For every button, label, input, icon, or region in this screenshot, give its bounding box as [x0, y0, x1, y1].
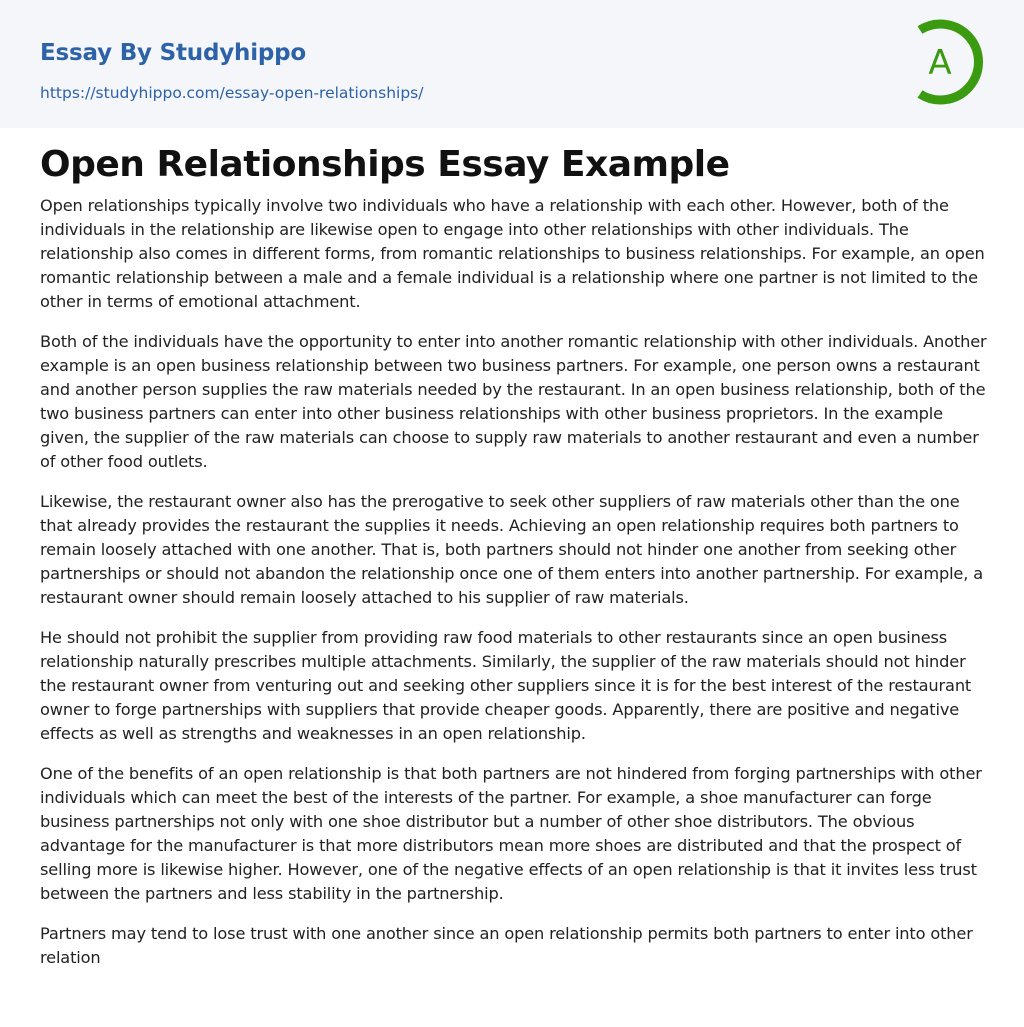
studyhippo-logo-icon	[908, 18, 988, 106]
paragraph: Both of the individuals have the opportunity to enter into another romantic relationship with other individuals. Another example is an open business relationship between two business partners. For example, one person owns a restaurant and another person supplies the raw materials needed by the restaurant. In an open business relationship, both of the two business partners can enter into other business relationships with other business proprietors. In the example given, the supplier of the raw materials can choose to supply raw materials to another restaurant and even a number of other food outlets.	[40, 332, 987, 471]
paragraph: Open relationships typically involve two individuals who have a relationship with each other. However, both of the individuals in the relationship are likewise open to engage into other relationships with other individuals. The relationship also comes in different forms, from romantic relationships to business relationships. For example, an open romantic relationship between a male and a female individual is a relationship where one partner is not limited to the other in terms of emotional attachment.	[40, 196, 985, 311]
paragraph: Likewise, the restaurant owner also has the prerogative to seek other suppliers of raw materials other than the one that already provides the restaurant the supplies it needs. Achieving an open relationship requires both partners to remain loosely attached with one another. That is, both partners should not hinder one another from seeking other partnerships or should not abandon the relationship once one of them enters into another partnership. For example, a restaurant owner should remain loosely attached to his supplier of raw materials.	[40, 492, 983, 607]
paragraph: He should not prohibit the supplier from providing raw food materials to other restaurants since an open business relationship naturally prescribes multiple attachments. Similarly, the supplier of the raw materials should not hinder the restaurant owner from venturing out and seeking other suppliers since it is for the best interest of the restaurant owner to forge partnerships with suppliers that provide cheaper goods. Apparently, there are positive and negative effects as well as strengths and weaknesses in an open relationship.	[40, 628, 972, 743]
source-url-link[interactable]: https://studyhippo.com/essay-open-relationships/	[40, 84, 424, 102]
essay-body	[40, 194, 988, 986]
logo-letter: A	[928, 43, 952, 83]
paragraph: One of the benefits of an open relationship is that both partners are not hindered from forging partnerships with other individuals which can meet the best of the interests of the partner. For example, a shoe manufacturer can forge business partnerships not only with one shoe distributor but a number of other shoe distributors. The obvious advantage for the manufacturer is that more distributors mean more shoes are distributed and that the prospect of selling more is likewise higher. However, one of the negative effects of an open relationship is that it invites less trust between the partners and less stability in the partnership.	[40, 764, 982, 903]
paragraph: Partners may tend to lose trust with one another since an open relationship permits both partners to enter into other relation	[40, 924, 973, 967]
site-header	[0, 0, 1024, 128]
page-title: Open Relationships Essay Example	[40, 144, 730, 185]
site-title: Essay By Studyhippo	[40, 40, 307, 66]
